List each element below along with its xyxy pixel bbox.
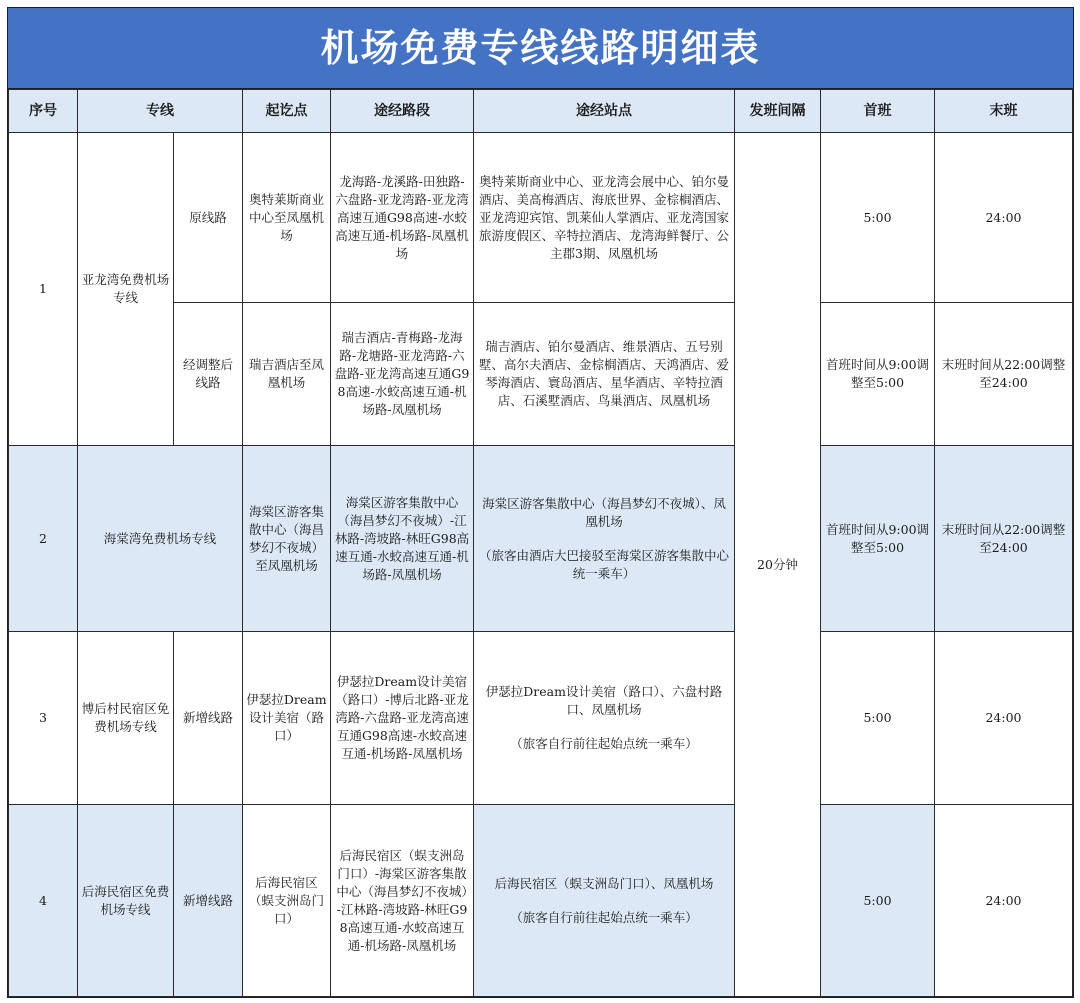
route-stops: 奥特莱斯商业中心、亚龙湾会展中心、铂尔曼酒店、美高梅酒店、海底世界、金棕榈酒店、亚龙湾迎宾馆、凯莱仙人掌酒店、亚龙湾国家旅游度假区、辛特拉酒店、龙湾海鲜餐厅、公主郡3期、凤凰机场 <box>474 133 735 303</box>
first-bus: 首班时间从9:00调整至5:00 <box>821 303 935 446</box>
table-row <box>9 805 1073 997</box>
table-row <box>9 133 1073 303</box>
header-interval: 发班间隔 <box>735 90 821 133</box>
route-endpoints: 海棠区游客集散中心（海昌梦幻不夜城）至凤凰机场 <box>243 446 331 632</box>
route-table-frame <box>7 7 1074 998</box>
route-roads: 龙海路-龙溪路-田独路-六盘路-亚龙湾路-亚龙湾高速互通G98高速-水蛟高速互通-机场路-凤凰机场 <box>331 133 474 303</box>
header-endpoints: 起讫点 <box>243 90 331 133</box>
last-bus: 末班时间从22:00调整至24:00 <box>935 303 1073 446</box>
last-bus: 24:00 <box>935 133 1073 303</box>
header-last: 末班 <box>935 90 1073 133</box>
header-roads: 途经路段 <box>331 90 474 133</box>
row-number: 1 <box>9 133 78 446</box>
row-number: 2 <box>9 446 78 632</box>
line-name: 后海民宿区免费机场专线 <box>78 805 174 997</box>
first-bus: 首班时间从9:00调整至5:00 <box>821 446 935 632</box>
line-name: 博后村民宿区免费机场专线 <box>78 632 174 805</box>
first-bus: 5:00 <box>821 805 935 997</box>
route-stops <box>474 446 735 632</box>
route-stops <box>474 805 735 997</box>
stops-note: （旅客自行前往起始点统一乘车） <box>510 736 698 751</box>
route-roads: 伊瑟拉Dream设计美宿（路口）-博后北路-亚龙湾路-六盘路-亚龙湾高速互通G98高速-水蛟高速互通-机场路-凤凰机场 <box>331 632 474 805</box>
route-endpoints: 伊瑟拉Dream设计美宿（路口） <box>243 632 331 805</box>
header-no: 序号 <box>9 90 78 133</box>
line-name: 亚龙湾免费机场专线 <box>78 133 174 446</box>
route-endpoints: 瑞吉酒店至凤凰机场 <box>243 303 331 446</box>
stops-note: （旅客由酒店大巴接驳至海棠区游客集散中心统一乘车） <box>478 547 729 581</box>
row-number: 4 <box>9 805 78 997</box>
departure-interval: 20分钟 <box>735 133 821 997</box>
stops-text: 后海民宿区（蜈支洲岛门口）、凤凰机场 <box>494 875 714 891</box>
route-endpoints: 奥特莱斯商业中心至凤凰机场 <box>243 133 331 303</box>
first-bus: 5:00 <box>821 133 935 303</box>
route-table <box>8 89 1073 997</box>
table-row <box>9 446 1073 632</box>
line-name: 海棠湾免费机场专线 <box>78 446 243 632</box>
last-bus: 末班时间从22:00调整至24:00 <box>935 446 1073 632</box>
row-number: 3 <box>9 632 78 805</box>
stops-note: （旅客自行前往起始点统一乘车） <box>510 909 698 925</box>
table-title: 机场免费专线线路明细表 <box>8 8 1073 89</box>
route-endpoints: 后海民宿区（蜈支洲岛门口） <box>243 805 331 997</box>
line-variant: 经调整后线路 <box>174 303 243 446</box>
route-roads: 海棠区游客集散中心（海昌梦幻不夜城）-江林路-湾坡路-林旺G98高速互通-水蛟高速互通-机场路-凤凰机场 <box>331 446 474 632</box>
stops-text: 伊瑟拉Dream设计美宿（路口）、六盘村路口、凤凰机场 <box>485 684 723 717</box>
route-roads: 后海民宿区（蜈支洲岛门口）-海棠区游客集散中心（海昌梦幻不夜城）-江林路-湾坡路-林旺G98高速互通-水蛟高速互通-机场路-凤凰机场 <box>331 805 474 997</box>
header-stops: 途经站点 <box>474 90 735 133</box>
header-row <box>9 90 1073 133</box>
header-first: 首班 <box>821 90 935 133</box>
last-bus: 24:00 <box>935 805 1073 997</box>
first-bus: 5:00 <box>821 632 935 805</box>
route-roads: 瑞吉酒店-青梅路-龙海路-龙塘路-亚龙湾路-六盘路-亚龙湾高速互通G98高速-水蛟高速互通-机场路-凤凰机场 <box>331 303 474 446</box>
route-stops: 瑞吉酒店、铂尔曼酒店、维景酒店、五号别墅、高尔夫酒店、金棕榈酒店、天鸿酒店、爱琴海酒店、寰岛酒店、星华酒店、辛特拉酒店、石溪墅酒店、鸟巢酒店、凤凰机场 <box>474 303 735 446</box>
table-row <box>9 632 1073 805</box>
line-variant: 新增线路 <box>174 805 243 997</box>
line-variant: 原线路 <box>174 133 243 303</box>
line-variant: 新增线路 <box>174 632 243 805</box>
route-stops <box>474 632 735 805</box>
last-bus: 24:00 <box>935 632 1073 805</box>
header-line: 专线 <box>78 90 243 133</box>
stops-text: 海棠区游客集散中心（海昌梦幻不夜城）、凤凰机场 <box>482 495 726 529</box>
